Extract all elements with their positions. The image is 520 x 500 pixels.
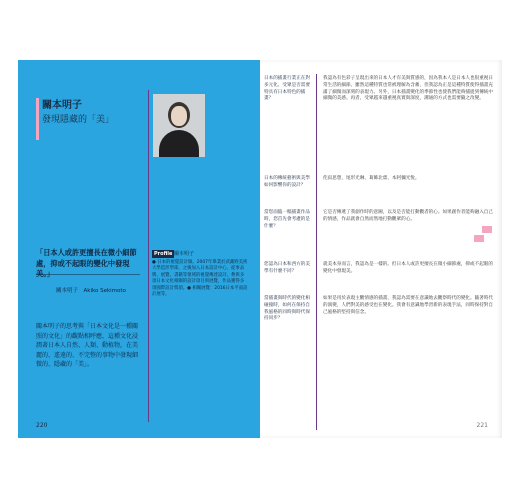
profile-name: 關本明子 bbox=[174, 251, 195, 257]
interview-question: 日本的傳統藝術與美學如何影響你的設計？ bbox=[264, 176, 310, 188]
left-page bbox=[18, 60, 260, 438]
interview-answer: 如果是用於表現主觀情感的插畫，我認為需要在意識地去觀察時代的變化。隨著時代的演變，人們對美的感受也在變化。我會有意識地學習新的表現手法，同時保持對自己風格的堅持與信念。 bbox=[323, 296, 493, 315]
portrait-face bbox=[171, 106, 187, 126]
quote-credit: 關本明子 Akiko Sekimoto bbox=[56, 288, 126, 294]
divider-line-right bbox=[316, 74, 317, 430]
pink-marker bbox=[474, 235, 484, 242]
profile-text: ● 日本的視覺設計師。2007年畢業於武藏野美術大學造形學部，之後加入日本設計中心，從事品牌、展覽、書籍等領域的視覺傳達設計。參與多項日本文化相關的設計項目與展覽，作品獲得多項國際設計獎項。● 相關展覽：2016日本平面設計展等。 bbox=[152, 260, 248, 298]
page-number-left: 220 bbox=[36, 422, 48, 429]
portrait-body bbox=[159, 130, 199, 157]
portrait-photo bbox=[153, 94, 205, 157]
interview-answer: 我認為有色彩子呈現出來的日本人才有美與質感的，因為我本人是日本人也很重視日常生活的細節。雖然這種特質也常被理解為含蓄，但我認為正是這種特質使得插畫充滿了細微而深刻的表現力。另外，日本插畫變化的季節性也使我們能夠捕捉到傳統中細微的美感。再者，受眾越來越重視真實與深度，溝通的方式也需要隨之改變。 bbox=[323, 76, 493, 102]
interview-answer: 就美本身而言，我認為是一樣的。但日本人或許更擅長在微小細節處，抑或不起眼的變化中發現美。 bbox=[323, 262, 493, 274]
quote-divider bbox=[36, 274, 140, 275]
interview-question: 您認為日本和西方的美學有什麼不同？ bbox=[264, 262, 310, 274]
divider-line bbox=[148, 90, 149, 422]
interview-question: 當插畫與時代的變化相碰撞時，如何在保持自我風格的同時與時代保持同步？ bbox=[264, 296, 310, 322]
interview-question: 日本的插畫行業正在對多元化、受眾是否需要特具有日本特色的插畫？ bbox=[264, 76, 310, 102]
pink-marker bbox=[482, 226, 492, 233]
title-accent-bar bbox=[36, 98, 39, 140]
article-subtitle: 發現隱藏的「美」 bbox=[42, 115, 115, 125]
interview-answer: 侘寂思想，尾形光琳、葛飾北齋、本阿彌光悅。 bbox=[323, 176, 420, 181]
profile-tag: Profile bbox=[154, 251, 173, 257]
interview-answer: 它是否傳遞了我創作時的意圖，以及是否能打動觀者的心。如果創作者能夠融入自己的情感，作品就會自然而然地打動觀眾的心。 bbox=[323, 210, 493, 222]
book-spread bbox=[18, 60, 502, 438]
interview-question: 當您面臨一幅插畫作品時，您首先會考慮的是什麼？ bbox=[264, 210, 310, 229]
bio-text: 關本明子的思考與「日本文化是一種關照的文化」的觀點相呼應，這種文化浸潤著日本人自然、人類、動植物，在美麗的、遙遠的、不完整的事物中發現細微的、隱藏的「美」。 bbox=[36, 323, 139, 368]
right-page bbox=[260, 60, 502, 438]
pull-quote: 「日本人或許更擅長在微小細節處，抑或不起眼的變化中發現 bbox=[36, 248, 137, 268]
page-number-right: 221 bbox=[476, 422, 488, 429]
designer-name: 關本明子 bbox=[42, 100, 82, 111]
